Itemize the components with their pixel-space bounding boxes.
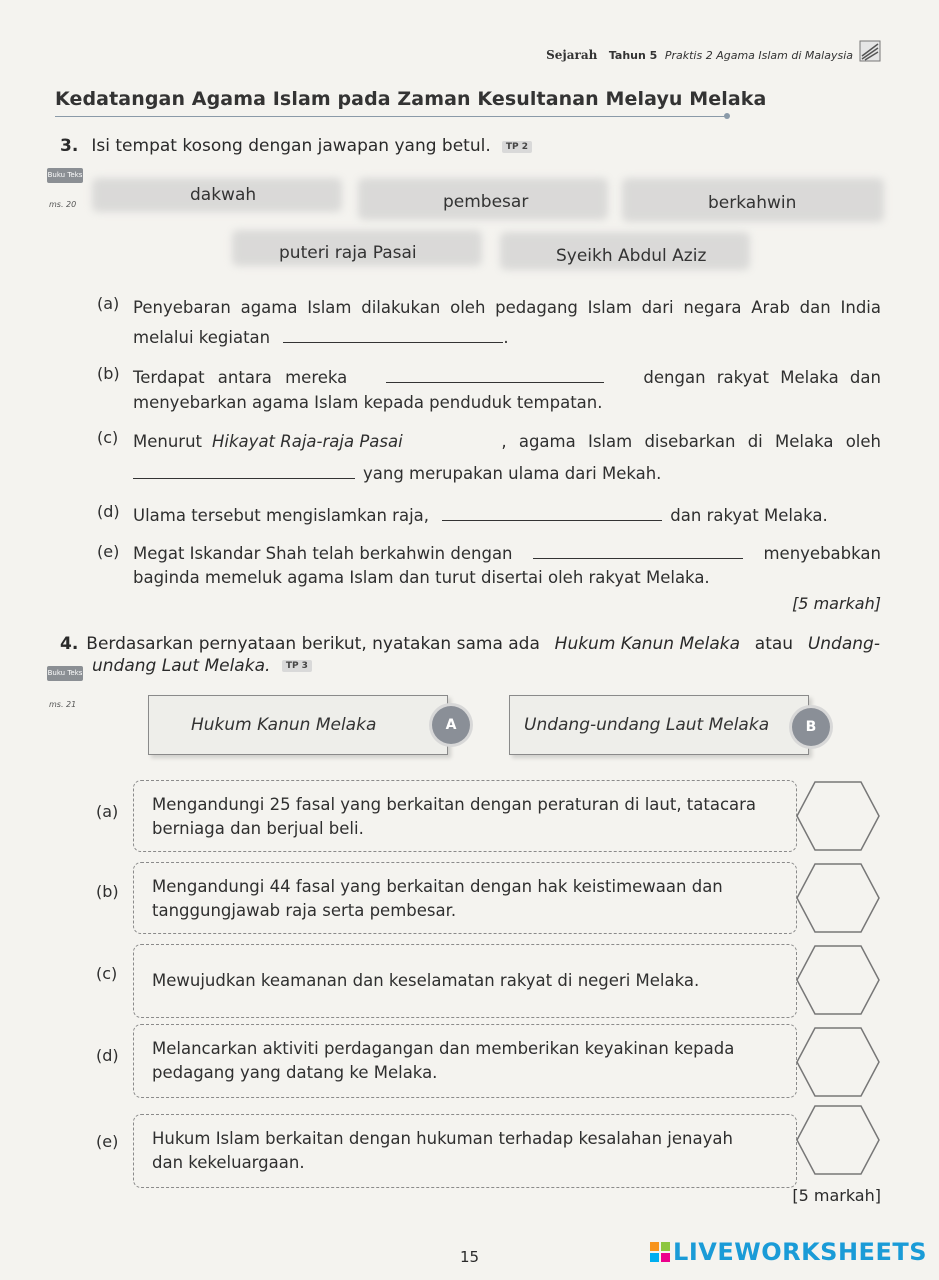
q4b-statement xyxy=(133,862,797,934)
q3-page-ref: ms. 20 xyxy=(49,200,77,209)
q4b-line1: Mengandungi 44 fasal yang berkaitan dengan hak keistimewaan dan xyxy=(152,877,723,896)
liveworksheets-logo-icon xyxy=(650,1242,670,1262)
header-subject: Sejarah xyxy=(546,48,598,62)
q3-tp-badge: TP 2 xyxy=(502,141,532,153)
q3d-answer-blank[interactable] xyxy=(442,519,662,521)
watermark-text: LIVEWORKSHEETS xyxy=(673,1238,927,1266)
q3a-label: (a) xyxy=(97,294,120,313)
page-number: 15 xyxy=(460,1248,480,1266)
q4-instruction-pre: Berdasarkan pernyataan berikut, nyatakan sama ada xyxy=(86,634,540,654)
title-underline xyxy=(55,116,725,117)
q3b-post: dengan rakyat Melaka dan xyxy=(643,368,881,387)
q4a-line2: berniaga dan berjual beli. xyxy=(152,819,364,838)
q4c-answer-hexagon[interactable] xyxy=(795,944,881,1016)
page-title: Kedatangan Agama Islam pada Zaman Kesultanan Melayu Melaka xyxy=(55,88,767,110)
q3c-post: , agama Islam disebarkan di Melaka oleh xyxy=(501,432,881,451)
q4d-label: (d) xyxy=(96,1046,119,1065)
category-b-badge: B xyxy=(792,708,830,746)
title-underline-dot xyxy=(724,113,730,119)
q4a-line1: Mengandungi 25 fasal yang berkaitan dengan peraturan di laut, tatacara xyxy=(152,795,757,814)
word-syeikh-abdul-aziz: Syeikh Abdul Aziz xyxy=(556,246,707,266)
q3e-label: (e) xyxy=(97,542,120,561)
q4b-line2: tanggungjawab raja serta pembesar. xyxy=(152,901,457,920)
q3d-post: dan rakyat Melaka. xyxy=(670,506,828,525)
q4b-answer-hexagon[interactable] xyxy=(795,862,881,934)
q4c-statement xyxy=(133,944,797,1018)
q3a-line2 xyxy=(133,326,509,350)
q3c-pre: Menurut xyxy=(133,432,203,451)
q4d-statement xyxy=(133,1024,797,1098)
q3a-line1: Penyebaran agama Islam dilakukan oleh pedagang Islam dari negara Arab dan India xyxy=(133,298,881,317)
q3e-post: menyebabkan xyxy=(763,544,881,563)
q4e-statement xyxy=(133,1114,797,1188)
q3b-line1 xyxy=(133,366,881,390)
q3a-answer-blank[interactable] xyxy=(283,341,503,343)
q3b-label: (b) xyxy=(97,364,120,383)
book-wave-icon xyxy=(859,40,881,62)
q4a-statement xyxy=(133,780,797,852)
word-puteri-raja-pasai: puteri raja Pasai xyxy=(279,243,417,263)
word-berkahwin: berkahwin xyxy=(708,193,797,213)
header-practice: Praktis 2 Agama Islam di Malaysia xyxy=(664,49,853,62)
q3b-line2: menyebarkan agama Islam kepada penduduk tempatan. xyxy=(133,393,603,412)
q4-instruction-line2: undang Laut Melaka. xyxy=(92,656,271,676)
header-year: Tahun 5 xyxy=(608,49,658,62)
q4d-line1: Melancarkan aktiviti perdagangan dan memberikan keyakinan kepada xyxy=(152,1039,735,1058)
word-dakwah: dakwah xyxy=(190,185,257,205)
q4e-answer-hexagon[interactable] xyxy=(795,1104,881,1176)
category-hukum-kanun-melaka xyxy=(148,695,448,755)
q4d-answer-hexagon[interactable] xyxy=(795,1026,881,1098)
q3d-pre: Ulama tersebut mengislamkan raja, xyxy=(133,506,430,525)
q4b-label: (b) xyxy=(96,882,119,901)
q3-textbook-tag: Buku Teks xyxy=(47,168,83,183)
q3-instruction: Isi tempat kosong dengan jawapan yang betul. xyxy=(91,136,491,156)
q3a-end: . xyxy=(503,328,509,347)
q4a-label: (a) xyxy=(96,802,119,821)
page-header xyxy=(546,48,853,62)
q4c-label: (c) xyxy=(96,964,118,983)
category-undang-undang-laut-melaka xyxy=(509,695,809,755)
q3c-line1 xyxy=(133,430,881,454)
liveworksheets-watermark xyxy=(650,1238,927,1266)
q4-instruction-mid: atau xyxy=(754,634,794,654)
q3e-pre: Megat Iskandar Shah telah berkahwin dengan xyxy=(133,544,513,563)
q3-number: 3. xyxy=(60,136,79,156)
category-a-badge: A xyxy=(432,706,470,744)
q4-tp-badge: TP 3 xyxy=(282,660,312,672)
category-a-label: Hukum Kanun Melaka xyxy=(191,715,377,735)
q3e-answer-blank[interactable] xyxy=(533,557,743,559)
q4a-answer-hexagon[interactable] xyxy=(795,780,881,852)
q3e-line2: baginda memeluk agama Islam dan turut disertai oleh rakyat Melaka. xyxy=(133,568,710,587)
q4-heading xyxy=(60,634,880,676)
q3-marks: [5 markah] xyxy=(792,594,881,613)
q4c-line1: Mewujudkan keamanan dan keselamatan rakyat di negeri Melaka. xyxy=(152,971,700,990)
q4-page-ref: ms. 21 xyxy=(49,700,77,709)
q3e-line1 xyxy=(133,542,881,566)
q4e-line2: dan kekeluargaan. xyxy=(152,1153,305,1172)
q3a-text: melalui kegiatan xyxy=(133,328,271,347)
q3d-label: (d) xyxy=(97,502,120,521)
q3c-label: (c) xyxy=(97,428,119,447)
q3-heading xyxy=(60,136,532,156)
q3b-pre: Terdapat antara mereka xyxy=(133,368,348,387)
q4-marks: [5 markah] xyxy=(792,1186,881,1205)
q4e-label: (e) xyxy=(96,1132,119,1151)
q4d-line2: pedagang yang datang ke Melaka. xyxy=(152,1063,438,1082)
q3c-italic: Hikayat Raja-raja Pasai xyxy=(212,432,403,451)
q3c-line2 xyxy=(133,462,661,486)
q3c-answer-blank[interactable] xyxy=(133,477,355,479)
q4-instruction-it2: Undang- xyxy=(807,634,880,654)
q3d-line1 xyxy=(133,504,828,528)
q4e-line1: Hukum Islam berkaitan dengan hukuman terhadap kesalahan jenayah xyxy=(152,1129,733,1148)
q4-textbook-tag: Buku Teks xyxy=(47,666,83,681)
word-pembesar: pembesar xyxy=(443,192,529,212)
category-b-label: Undang-undang Laut Melaka xyxy=(524,715,770,735)
q4-number: 4. xyxy=(60,634,79,654)
q3b-answer-blank[interactable] xyxy=(386,381,604,383)
q3c-text: yang merupakan ulama dari Mekah. xyxy=(363,464,662,483)
q4-instruction-it1: Hukum Kanun Melaka xyxy=(554,634,741,654)
